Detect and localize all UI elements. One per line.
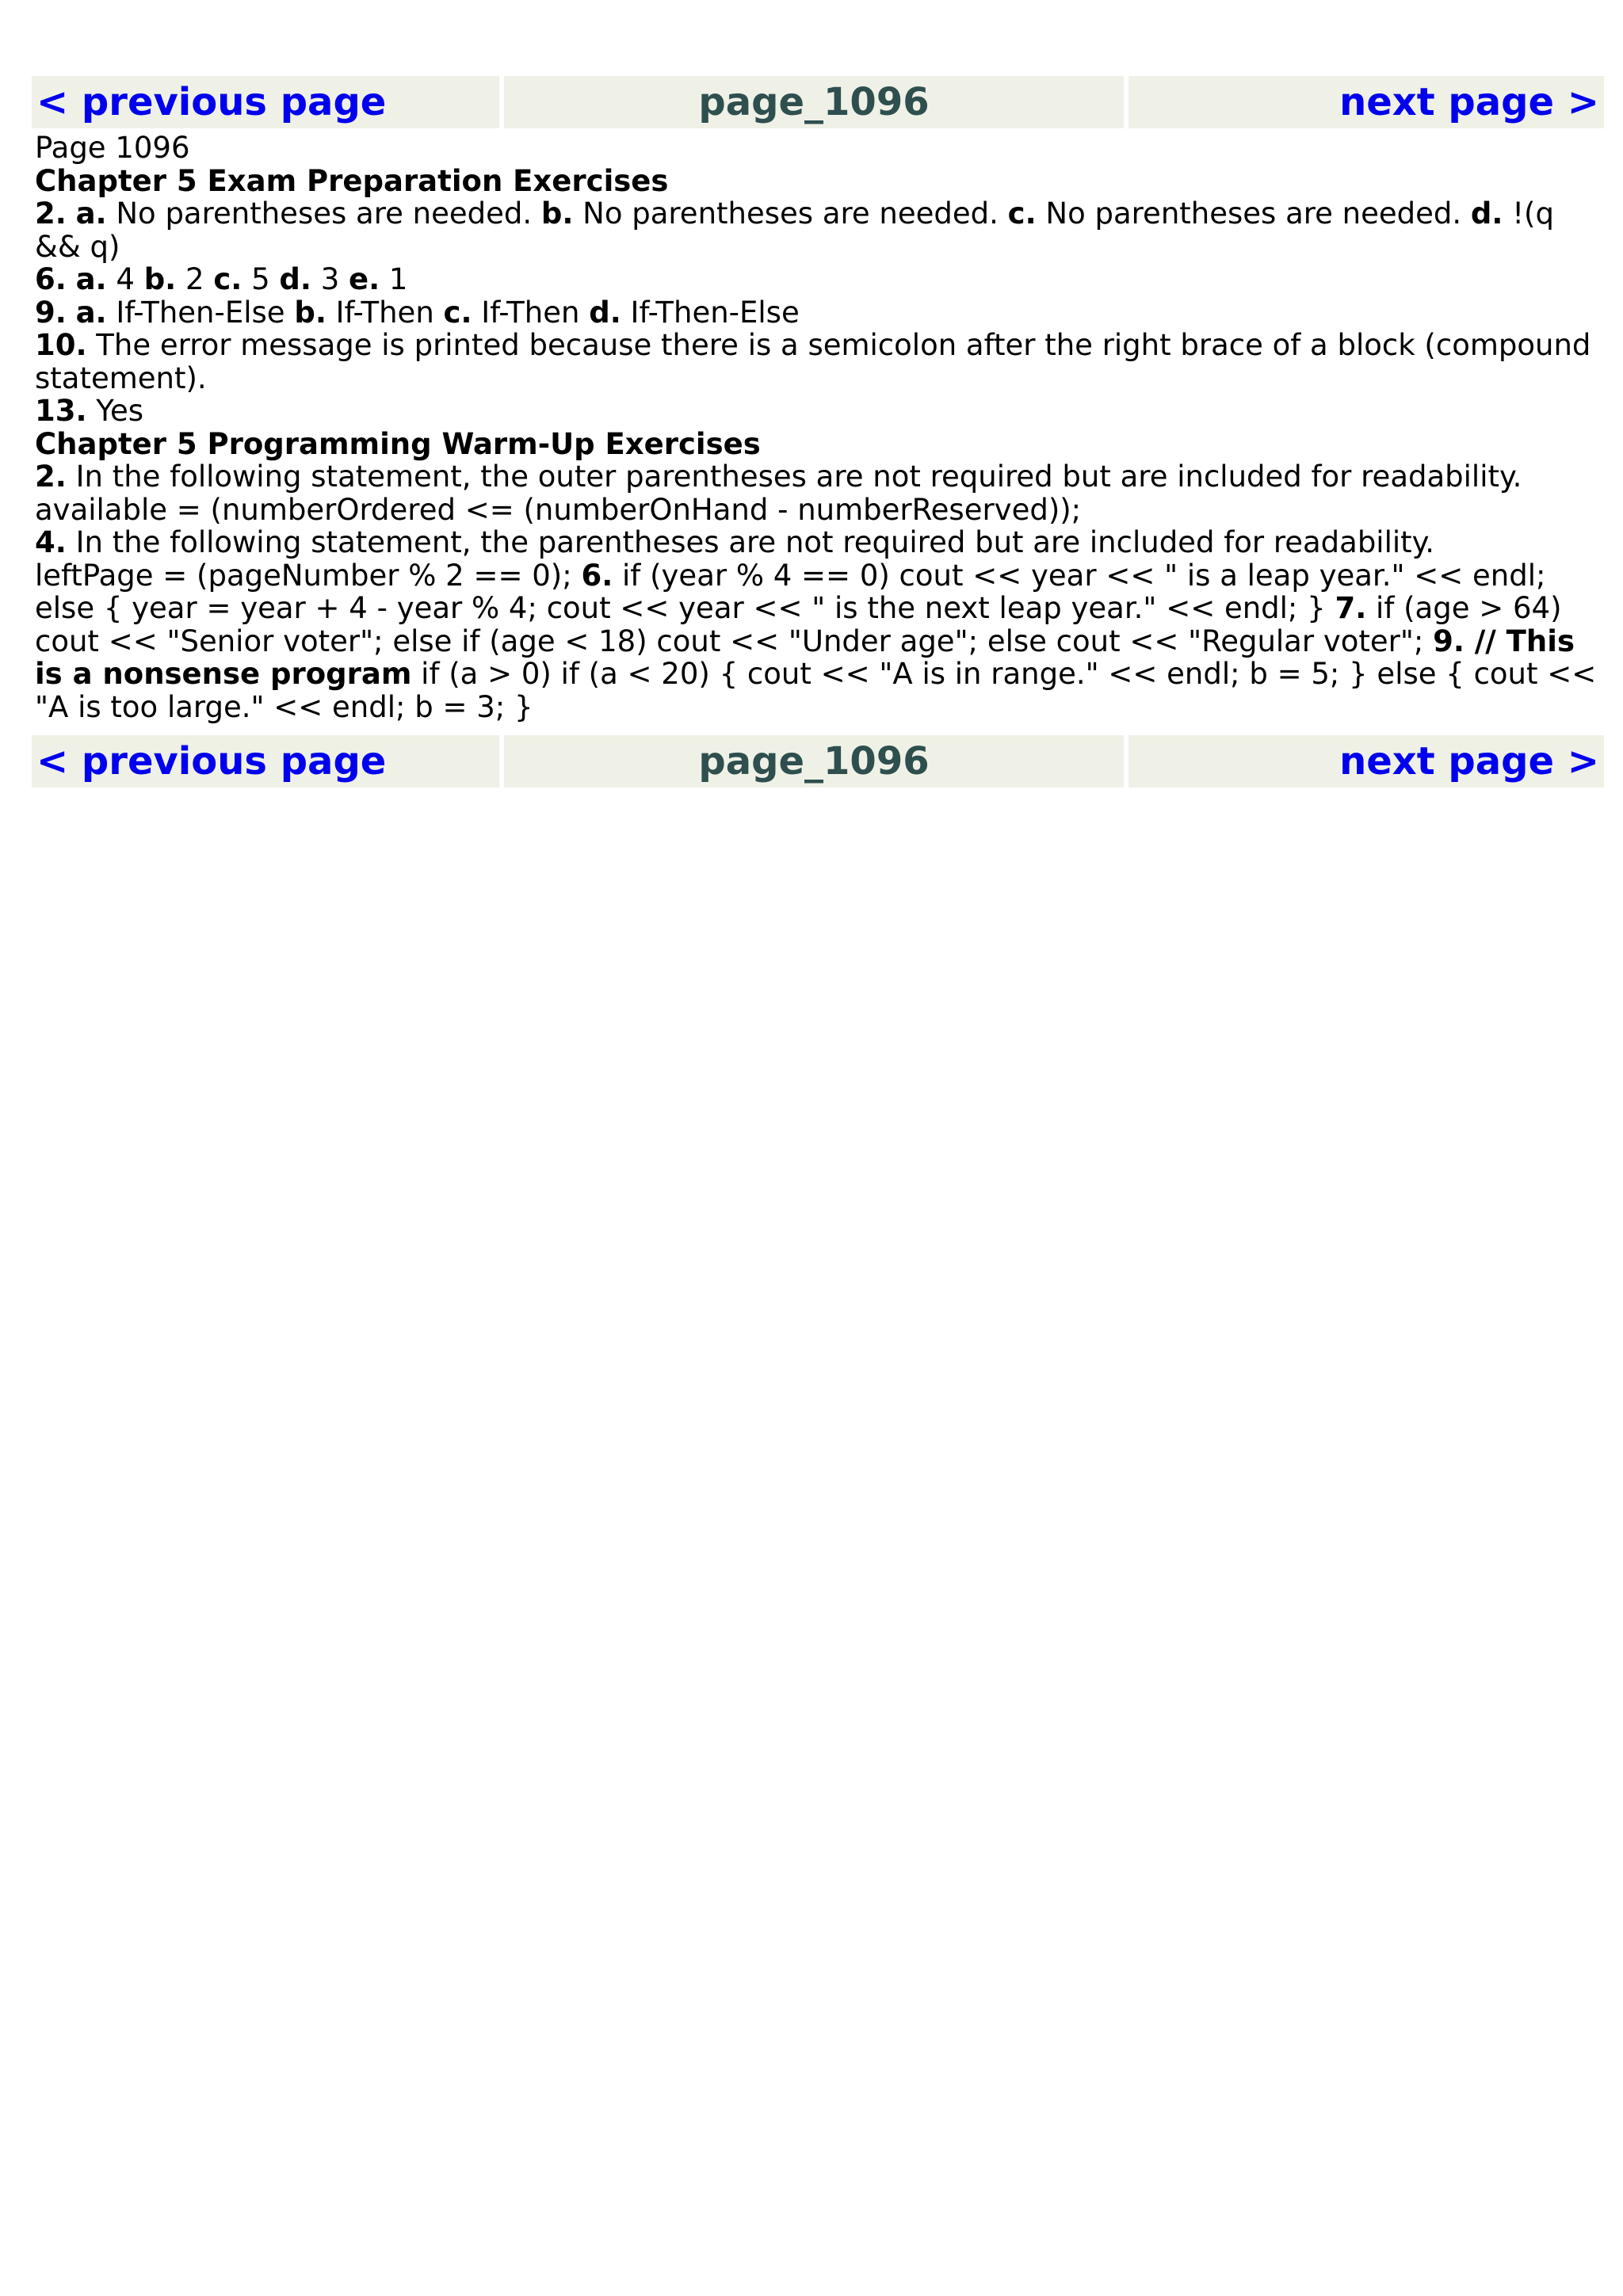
part-label: c. bbox=[1007, 196, 1037, 231]
answer-text: In the following statement, the outer parentheses are not required but are included for readability. bbox=[66, 460, 1522, 494]
top-navigation-bar bbox=[32, 76, 1604, 128]
part-label: a. bbox=[75, 196, 107, 231]
answer-text: 1 bbox=[380, 262, 408, 296]
answer-text: If-Then bbox=[326, 295, 444, 330]
exercise-9 bbox=[35, 296, 1601, 330]
code-text: if (age > 64) cout << "Senior voter"; else if (age < 18) cout << "Under age"; else cout << "Regular voter"; bbox=[35, 591, 1562, 658]
exercise-number: 2. bbox=[35, 196, 67, 231]
answer-text: 2 bbox=[176, 262, 214, 296]
answer-text: If-Then-Else bbox=[621, 295, 800, 330]
section-title-programming-warm-up: Chapter 5 Programming Warm-Up Exercises bbox=[35, 426, 761, 461]
part-label: d. bbox=[589, 295, 621, 330]
part-label: c. bbox=[443, 295, 472, 330]
code-text: if (year % 4 == 0) cout << year << " is a leap year." << endl; else { year = year + 4 - year % 4; cout << year << " is the next leap year." << endl; } bbox=[35, 558, 1546, 625]
exercise-number: 9. bbox=[1433, 624, 1465, 658]
bottom-navigation-bar bbox=[32, 735, 1604, 788]
exercise-number: 13. bbox=[35, 394, 87, 428]
answer-text: In the following statement, the parentheses are not required but are included for readability. bbox=[66, 525, 1435, 559]
answer-text: If-Then-Else bbox=[106, 295, 295, 330]
exercise-number: 4. bbox=[35, 525, 67, 559]
next-page-link[interactable]: next page > bbox=[1128, 76, 1604, 128]
answer-text: 3 bbox=[311, 262, 349, 296]
section-title-exam-preparation: Chapter 5 Exam Preparation Exercises bbox=[35, 163, 669, 198]
page-number: Page 1096 bbox=[35, 131, 190, 165]
answer-text: 5 bbox=[242, 262, 280, 296]
previous-page-link[interactable]: < previous page bbox=[32, 76, 499, 128]
warm-up-4-6-7-9 bbox=[35, 526, 1601, 723]
exercise-13 bbox=[35, 395, 1601, 428]
code-comment: // This is a nonsense program bbox=[35, 624, 1575, 691]
exercise-10 bbox=[35, 329, 1601, 395]
code-text: if (a > 0) if (a < 20) { cout << "A is in range." << endl; b = 5; } else { cout << "A is too large." << endl; b = 3; } bbox=[35, 657, 1597, 724]
exercise-number: 9. bbox=[35, 295, 67, 330]
exercise-number: 6. bbox=[35, 262, 67, 296]
part-label: b. bbox=[294, 295, 327, 330]
part-label: d. bbox=[279, 262, 311, 296]
exercise-6 bbox=[35, 263, 1601, 296]
part-label: d. bbox=[1470, 196, 1503, 231]
answer-text: !(q && q) bbox=[35, 196, 1554, 264]
page-content bbox=[35, 132, 1601, 723]
code-text: leftPage = (pageNumber % 2 == 0); bbox=[35, 558, 582, 593]
answer-text: Yes bbox=[86, 394, 144, 428]
exercise-number: 10. bbox=[35, 328, 87, 362]
answer-text: The error message is printed because there is a semicolon after the right brace of a block (compound statement). bbox=[35, 328, 1591, 395]
part-label: b. bbox=[143, 262, 177, 296]
answer-text: No parentheses are needed. bbox=[1036, 196, 1471, 231]
next-page-link[interactable]: next page > bbox=[1128, 735, 1604, 788]
part-label: a. bbox=[75, 262, 107, 296]
exercise-number: 2. bbox=[35, 460, 67, 494]
exercise-number: 7. bbox=[1335, 591, 1367, 625]
exercise-number: 6. bbox=[581, 558, 613, 593]
warm-up-2 bbox=[35, 460, 1601, 526]
part-label: b. bbox=[540, 196, 574, 231]
answer-text: 4 bbox=[106, 262, 144, 296]
page-identifier: page_1096 bbox=[504, 76, 1124, 128]
answer-text: No parentheses are needed. bbox=[573, 196, 1008, 231]
answer-text: No parentheses are needed. bbox=[106, 196, 541, 231]
exercise-2 bbox=[35, 197, 1601, 263]
part-label: a. bbox=[75, 295, 107, 330]
part-label: e. bbox=[349, 262, 380, 296]
previous-page-link[interactable]: < previous page bbox=[32, 735, 499, 788]
answer-text: If-Then bbox=[472, 295, 590, 330]
code-text: available = (numberOrdered <= (numberOnHand - numberReserved)); bbox=[35, 492, 1082, 527]
part-label: c. bbox=[213, 262, 242, 296]
page-identifier: page_1096 bbox=[504, 735, 1124, 788]
